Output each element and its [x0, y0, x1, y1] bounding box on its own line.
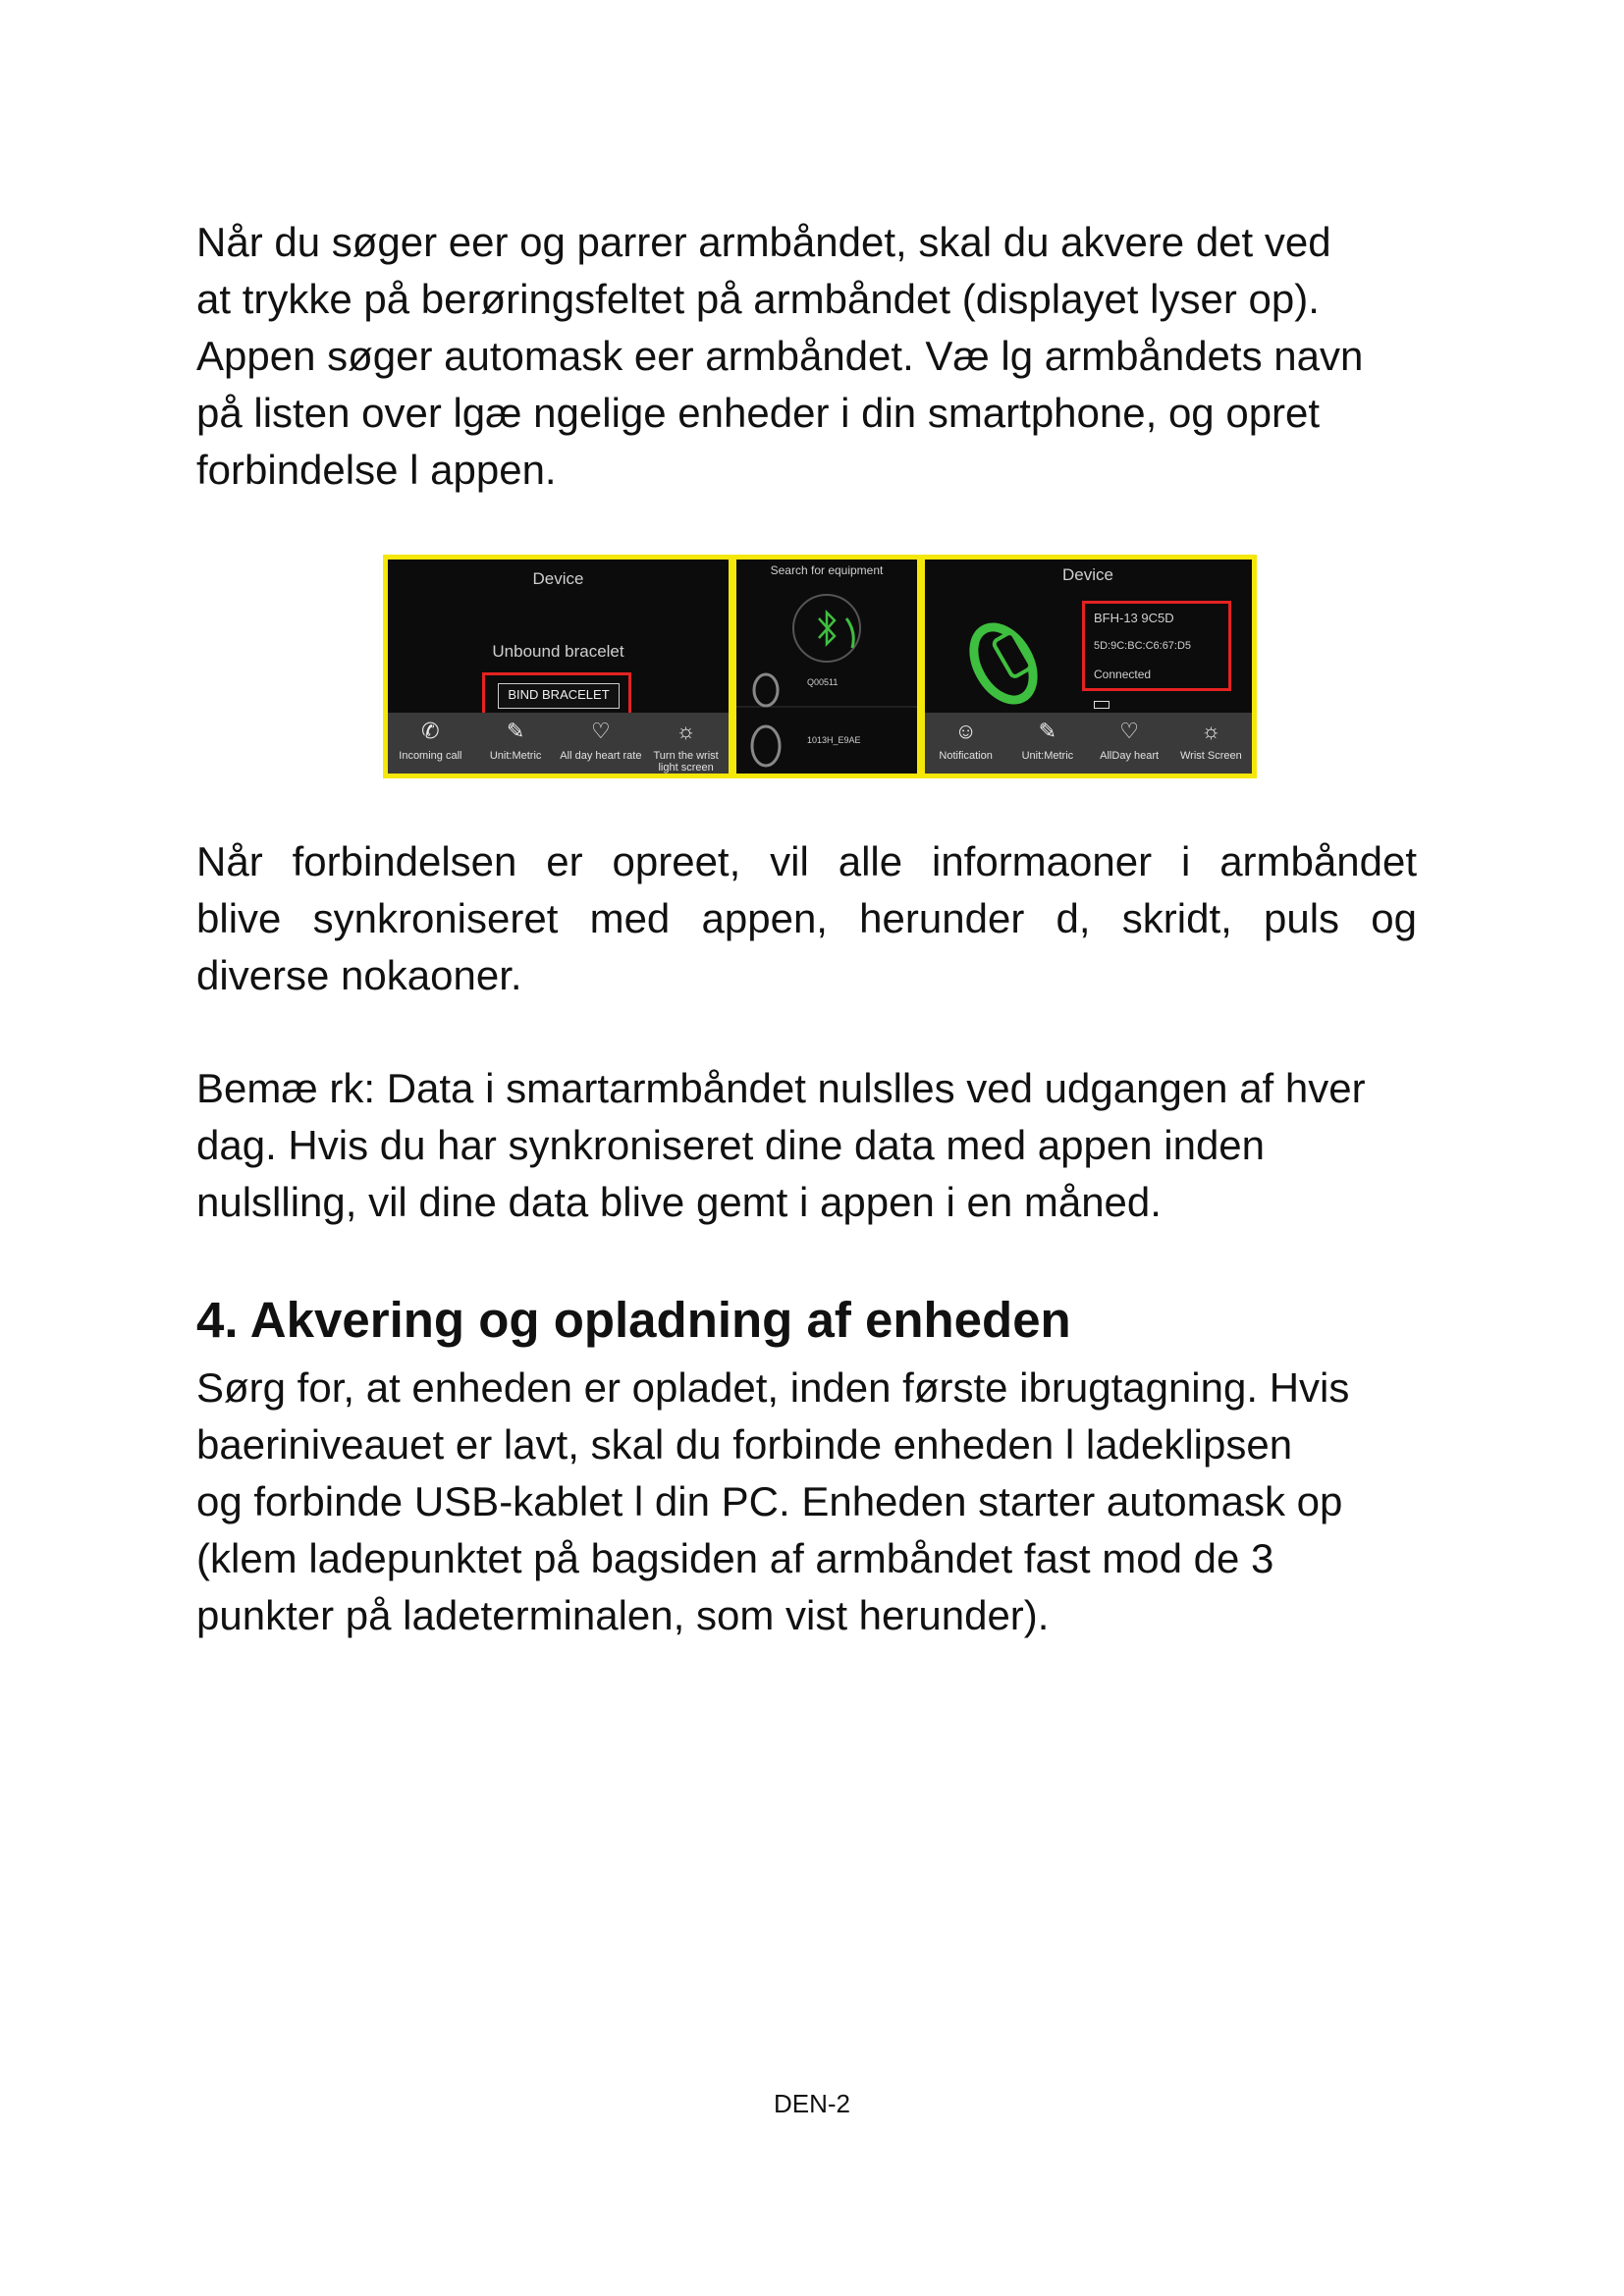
tab-unit[interactable] [1006, 713, 1088, 774]
bracelet-face [993, 631, 1032, 677]
bluetooth-icon [819, 613, 835, 644]
search-equipment-screen [729, 555, 925, 778]
message-icon: ☺ [954, 719, 977, 743]
device-name: BFH-13 9C5D [1094, 611, 1174, 625]
tab-bar [925, 713, 1252, 774]
app-screenshots [383, 555, 1257, 778]
intro-paragraph [196, 214, 1434, 499]
battery-icon [1094, 701, 1110, 709]
tab-label: Incoming call [399, 750, 462, 762]
radar-sweep [846, 618, 853, 648]
device-mac: 5D:9C:BC:C6:67:D5 [1094, 640, 1192, 652]
text-line: blive synkroniseret med appen, herunder d, skridt, puls og [196, 895, 1417, 941]
note-paragraph [196, 1060, 1434, 1231]
page-number: DEN-2 [773, 2089, 850, 2118]
band-icon [752, 726, 780, 766]
screen-title: Device [532, 569, 584, 588]
text-line: Når forbindelsen er opreet, vil alle informaoner i armbåndet [196, 838, 1417, 884]
phone-icon: ✆ [421, 719, 440, 743]
text-line: at trykke på berøringsfeltet på armbåndet (displayet lyser op). [196, 276, 1320, 322]
wrist-icon: ☼ [676, 719, 696, 743]
text-line: diverse nokaoner. [196, 952, 522, 998]
tab-label: Unit:Metric [1021, 750, 1074, 762]
band-icon [754, 674, 778, 706]
tab-bar [388, 713, 729, 774]
tab-heart-rate[interactable] [559, 713, 644, 774]
text-line: Bemæ rk: Data i smartarmbåndet nulslles ved udgangen af hver [196, 1065, 1366, 1111]
text-line: nulslling, vil dine data blive gemt i appen i en måned. [196, 1179, 1162, 1225]
bracelet-graphic [945, 579, 1082, 726]
bind-bracelet-button[interactable]: BIND BRACELET [498, 683, 620, 709]
tab-wrist-screen[interactable] [1170, 713, 1252, 774]
section-heading: 4. Akvering og opladning af enheden [196, 1292, 1071, 1348]
text-line: punkter på ladeterminalen, som vist herunder). [196, 1592, 1050, 1638]
tab-label: Notification [939, 750, 993, 762]
text-line: (klem ladepunktet på bagsiden af armbåndet fast mod de 3 [196, 1535, 1274, 1581]
screen-title: Search for equipment [770, 563, 884, 577]
unbound-status: Unbound bracelet [492, 642, 624, 661]
pencil-icon: ✎ [506, 719, 525, 743]
tab-label: AllDay heart [1100, 750, 1160, 762]
text-line: Appen søger automask eer armbåndet. Væ lg armbåndets navn [196, 333, 1364, 379]
tab-heart-rate[interactable] [1089, 713, 1170, 774]
device-list-item-2[interactable]: 1013H_E9AE [807, 735, 861, 745]
text-line: forbindelse l appen. [196, 447, 557, 493]
text-line: og forbinde USB-kablet l din PC. Enheden starter automask op [196, 1478, 1343, 1524]
heart-rate-icon: ♡ [1119, 719, 1139, 743]
device-list-item-1[interactable]: Q00511 [807, 677, 839, 687]
text-line: på listen over lgæ ngelige enheder i din smartphone, og opret [196, 390, 1321, 436]
screen-title: Device [1062, 565, 1113, 584]
heart-rate-icon: ♡ [591, 719, 611, 743]
tab-unit[interactable] [473, 713, 559, 774]
tab-label: Turn the wrist light screen [653, 750, 719, 774]
tab-label: All day heart rate [560, 750, 642, 762]
text-line: Sørg for, at enheden er opladet, inden første ibrugtagning. Hvis [196, 1364, 1350, 1411]
tab-label: Unit:Metric [489, 750, 542, 762]
connection-status: Connected [1094, 667, 1152, 681]
pencil-icon: ✎ [1038, 719, 1057, 743]
text-line: baeriniveauet er lavt, skal du forbinde enheden l ladeklipsen [196, 1421, 1293, 1468]
charging-paragraph [196, 1360, 1434, 1644]
wrist-icon: ☼ [1201, 719, 1221, 743]
tab-wrist-screen[interactable] [643, 713, 729, 774]
tab-incoming-call[interactable] [388, 713, 473, 774]
tab-label: Wrist Screen [1179, 750, 1242, 762]
tab-notification[interactable] [925, 713, 1006, 774]
text-line: Når du søger eer og parrer armbåndet, skal du akvere det ved [196, 219, 1331, 265]
device-connected-screen [925, 555, 1257, 778]
device-unbound-screen [383, 555, 729, 778]
sync-paragraph [196, 833, 1417, 1004]
text-line: dag. Hvis du har synkroniseret dine data med appen inden [196, 1122, 1266, 1168]
